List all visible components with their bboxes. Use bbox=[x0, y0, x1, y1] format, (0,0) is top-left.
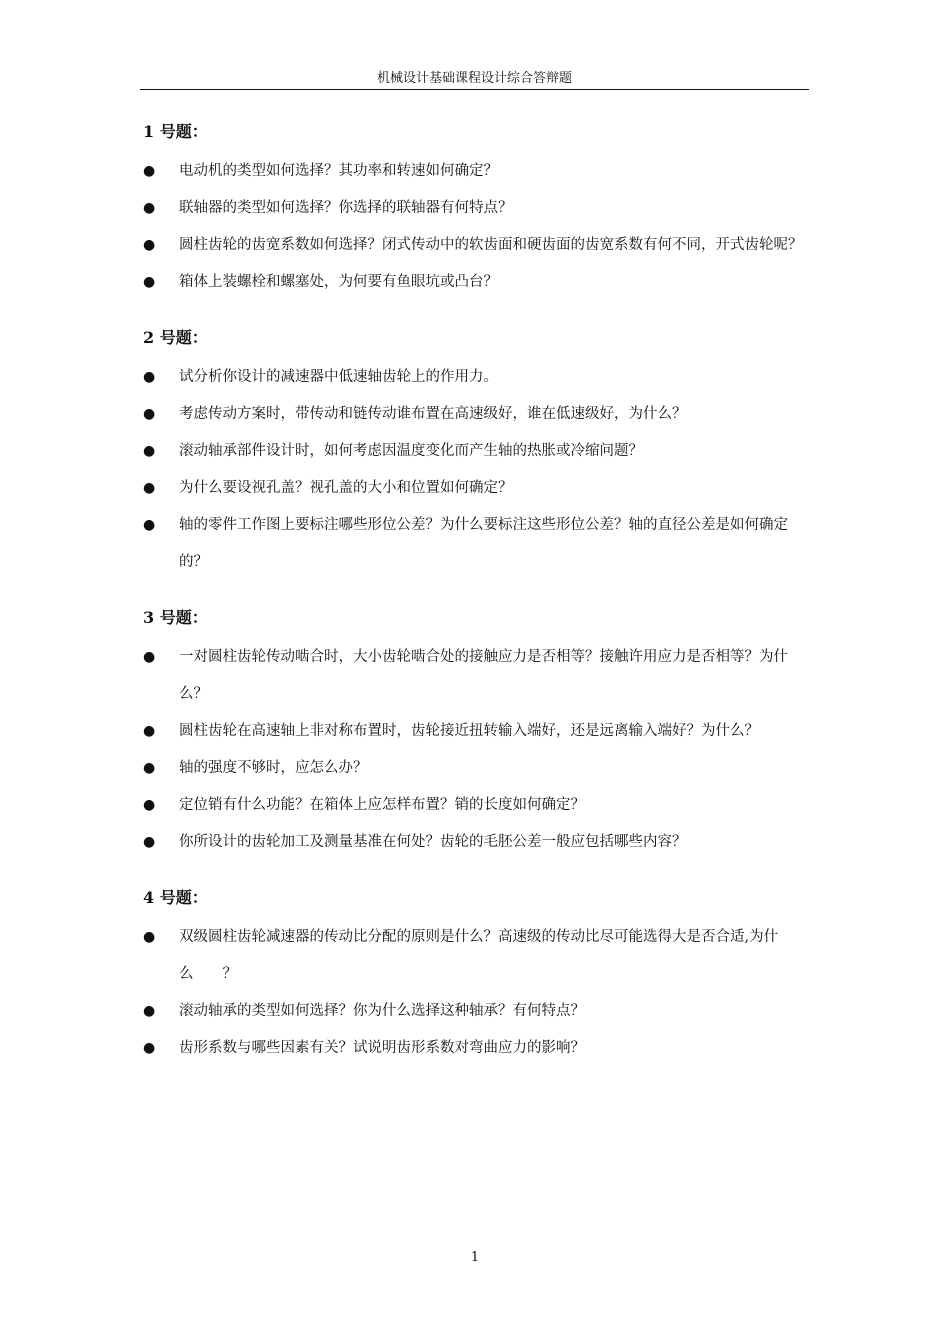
bullet-icon: ● bbox=[143, 480, 156, 496]
question-set-4 bbox=[143, 886, 809, 1067]
question-text: 滚动轴承部件设计时，如何考虑因温度变化而产生轴的热胀或冷缩问题？ bbox=[179, 443, 643, 459]
question-text: 圆柱齿轮在高速轴上非对称布置时，齿轮接近扭转输入端好，还是远离输入端好？为什么？ bbox=[179, 723, 759, 739]
question-set-2 bbox=[143, 326, 809, 581]
bullet-icon: ● bbox=[143, 797, 156, 813]
question-text: 联轴器的类型如何选择？你选择的联轴器有何特点？ bbox=[179, 200, 513, 216]
page-number: 1 bbox=[470, 1250, 480, 1265]
bullet-icon: ● bbox=[143, 834, 156, 850]
list-item bbox=[143, 359, 809, 396]
section-title: 4 号题： bbox=[143, 888, 208, 907]
question-text: 一对圆柱齿轮传动啮合时，大小齿轮啮合处的接触应力是否相等？接触许用应力是否相等？为什么？ bbox=[179, 649, 788, 702]
list-item bbox=[143, 824, 809, 861]
bullet-icon: ● bbox=[143, 274, 156, 290]
list-item bbox=[143, 919, 809, 993]
question-text: 为什么要设视孔盖？视孔盖的大小和位置如何确定？ bbox=[179, 480, 513, 496]
list-item bbox=[143, 396, 809, 433]
list-item bbox=[143, 227, 809, 264]
section-title: 2 号题： bbox=[143, 328, 208, 347]
bullet-icon: ● bbox=[143, 723, 156, 739]
question-text: 轴的强度不够时，应怎么办？ bbox=[179, 760, 368, 776]
bullet-icon: ● bbox=[143, 649, 156, 665]
bullet-icon: ● bbox=[143, 406, 156, 422]
bullet-icon: ● bbox=[143, 163, 156, 179]
question-text: 电动机的类型如何选择？其功率和转速如何确定？ bbox=[179, 163, 498, 179]
bullet-icon: ● bbox=[143, 200, 156, 216]
question-text: 箱体上装螺栓和螺塞处，为何要有鱼眼坑或凸台？ bbox=[179, 274, 498, 290]
bullet-icon: ● bbox=[143, 237, 156, 253]
question-text: 圆柱齿轮的齿宽系数如何选择？闭式传动中的软齿面和硬齿面的齿宽系数有何不同，开式齿轮呢？ bbox=[179, 237, 803, 253]
question-text: 你所设计的齿轮加工及测量基准在何处？齿轮的毛胚公差一般应包括哪些内容？ bbox=[179, 834, 687, 850]
question-text: 定位销有什么功能？在箱体上应怎样布置？销的长度如何确定？ bbox=[179, 797, 585, 813]
list-item bbox=[143, 639, 809, 713]
bullet-icon: ● bbox=[143, 1003, 156, 1019]
question-text: 考虑传动方案时，带传动和链传动谁布置在高速级好，谁在低速级好，为什么？ bbox=[179, 406, 687, 422]
page-header: 机械设计基础课程设计综合答辩题 bbox=[140, 70, 809, 90]
question-text: 滚动轴承的类型如何选择？你为什么选择这种轴承？有何特点？ bbox=[179, 1003, 585, 1019]
document-body bbox=[143, 120, 809, 1067]
list-item bbox=[143, 433, 809, 470]
bullet-icon: ● bbox=[143, 929, 156, 945]
section-title: 1 号题： bbox=[143, 122, 208, 141]
question-text: 轴的零件工作图上要标注哪些形位公差？为什么要标注这些形位公差？轴的直径公差是如何确定的？ bbox=[179, 517, 788, 570]
list-item bbox=[143, 153, 809, 190]
list-item bbox=[143, 713, 809, 750]
bullet-icon: ● bbox=[143, 517, 156, 533]
question-text: 双级圆柱齿轮减速器的传动比分配的原则是什么？高速级的传动比尽可能选得大是否合适,为什么 ？ bbox=[179, 929, 779, 982]
list-item bbox=[143, 787, 809, 824]
bullet-icon: ● bbox=[143, 760, 156, 776]
list-item bbox=[143, 470, 809, 507]
list-item bbox=[143, 993, 809, 1030]
question-set-3 bbox=[143, 606, 809, 861]
bullet-icon: ● bbox=[143, 1040, 156, 1056]
list-item bbox=[143, 507, 809, 581]
question-text: 试分析你设计的减速器中低速轴齿轮上的作用力。 bbox=[179, 369, 498, 385]
bullet-icon: ● bbox=[143, 369, 156, 385]
section-title: 3 号题： bbox=[143, 608, 208, 627]
question-text: 齿形系数与哪些因素有关？试说明齿形系数对弯曲应力的影响？ bbox=[179, 1040, 585, 1056]
list-item bbox=[143, 190, 809, 227]
list-item bbox=[143, 264, 809, 301]
list-item bbox=[143, 1030, 809, 1067]
bullet-icon: ● bbox=[143, 443, 156, 459]
list-item bbox=[143, 750, 809, 787]
question-set-1 bbox=[143, 120, 809, 301]
